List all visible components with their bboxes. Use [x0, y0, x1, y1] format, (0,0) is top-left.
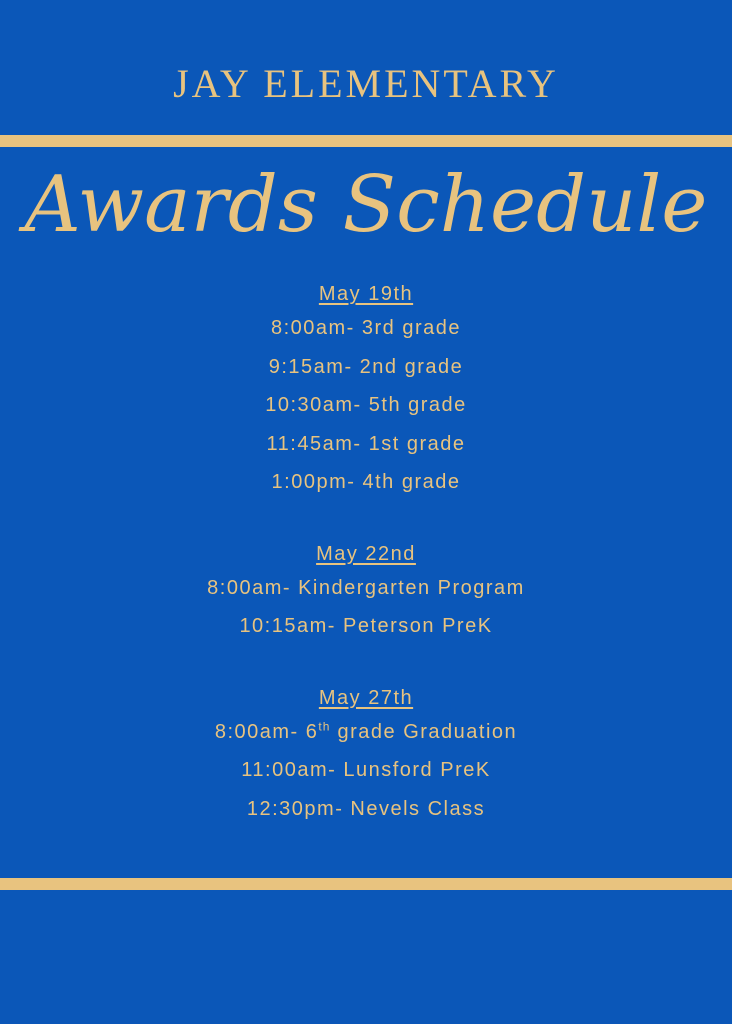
- page-title: Awards Schedule: [24, 160, 708, 250]
- schedule-item-graduation: [0, 713, 732, 752]
- top-divider-stripe: [0, 135, 732, 147]
- school-name: JAY ELEMENTARY: [173, 61, 559, 106]
- schedule-item: 10:15am- Peterson PreK: [239, 615, 493, 637]
- graduation-time-prefix: 8:00am- 6: [214, 720, 319, 743]
- schedule-item: 11:00am- Lunsford PreK: [241, 759, 491, 781]
- schedule-day-may-27: [0, 683, 732, 829]
- schedule-item: 11:45am- 1st grade: [266, 432, 466, 455]
- schedule-item: 8:00am- 3rd grade: [270, 317, 462, 339]
- graduation-label: grade Graduation: [330, 720, 518, 743]
- day-date: May 19th: [318, 283, 414, 305]
- schedule-item: 8:00am- Kindergarten Program: [207, 576, 525, 599]
- schedule-item: 12:30pm- Nevels Class: [246, 797, 486, 820]
- day-date: May 27th: [318, 686, 414, 709]
- bottom-divider-stripe: [0, 878, 732, 890]
- schedule-day-may-19: [0, 279, 732, 502]
- schedule-item: 10:30am- 5th grade: [265, 394, 467, 416]
- day-date: May 22nd: [316, 542, 416, 565]
- schedule-day-may-22: [0, 539, 732, 646]
- awards-schedule: [0, 279, 732, 828]
- schedule-item: 9:15am- 2nd grade: [268, 355, 464, 378]
- schedule-item: 1:00pm- 4th grade: [271, 471, 461, 493]
- ordinal-suffix: th: [318, 718, 331, 733]
